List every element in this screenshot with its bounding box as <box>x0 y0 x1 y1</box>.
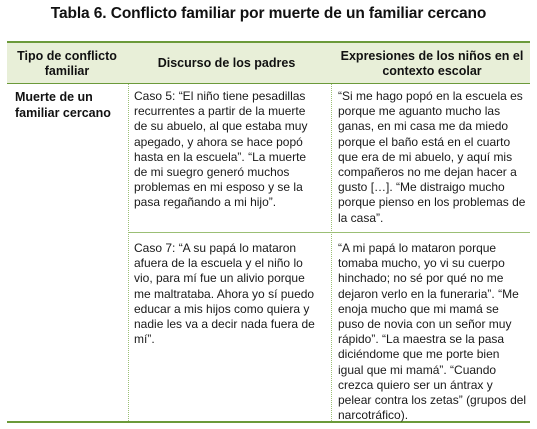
conflict-table <box>7 41 530 423</box>
table-body <box>7 84 530 421</box>
header-parents-discourse: Discurso de los padres <box>157 56 296 70</box>
table-header-row <box>7 43 530 84</box>
table-caption: Tabla 6. Conflicto familiar por muerte de un familiar cercano <box>50 5 487 22</box>
parent-discourse-case-5: Caso 5: “El niño tiene pesadillas recurrentes a partir de la muerte de su abuelo, al que estaba muy apegado, y ahora se hace popó hasta en la escuela”. “La muerte de mi suegro generó muchos problemas en mi esposo y se la pasa regañando a mi hijo”. <box>134 89 308 210</box>
header-children-expressions: Expresiones de los niños en el contexto escolar <box>340 49 524 78</box>
column-separator <box>128 84 129 421</box>
conflict-type-cell: Muerte de un familiar cercano <box>15 90 111 120</box>
header-conflict-type: Tipo de conflicto familiar <box>17 49 117 78</box>
parent-discourse-case-7: Caso 7: “A su papá lo mataron afuera de la escuela y el niño lo vio, para mí fue un alivio porque me maltrataba. Ahora yo sí puedo educar a mis hijos como quiera y nadie les va a decir nada fuera de mí”. <box>134 241 315 347</box>
child-expression-case-5: “Si me hago popó en la escuela es porque me aguanto mucho las ganas, en mi casa me da miedo porque el baño está en el cuarto que era de mi abuelo, y aquí mis compañeros no me dejan hacer a gusto […]. “Me distraigo mucho porque pienso en los problemas de la casa”. <box>338 89 526 225</box>
child-expression-case-7: “A mi papá lo mataron porque tomaba mucho, yo vi su cuerpo hinchado; no sé por qué no me dejaron verlo en la funeraria”. “Me enoja mucho que mi mamá se puso de novia con un señor muy rápido”. “La maestra se la pasa diciéndome que me porte bien igual que mi mamá”. “Cuando crezca quiero ser un ántrax y pelear contra los zetas” (grupos del narcotráfico). <box>338 241 527 423</box>
column-separator <box>331 84 332 421</box>
row-divider <box>129 232 530 233</box>
